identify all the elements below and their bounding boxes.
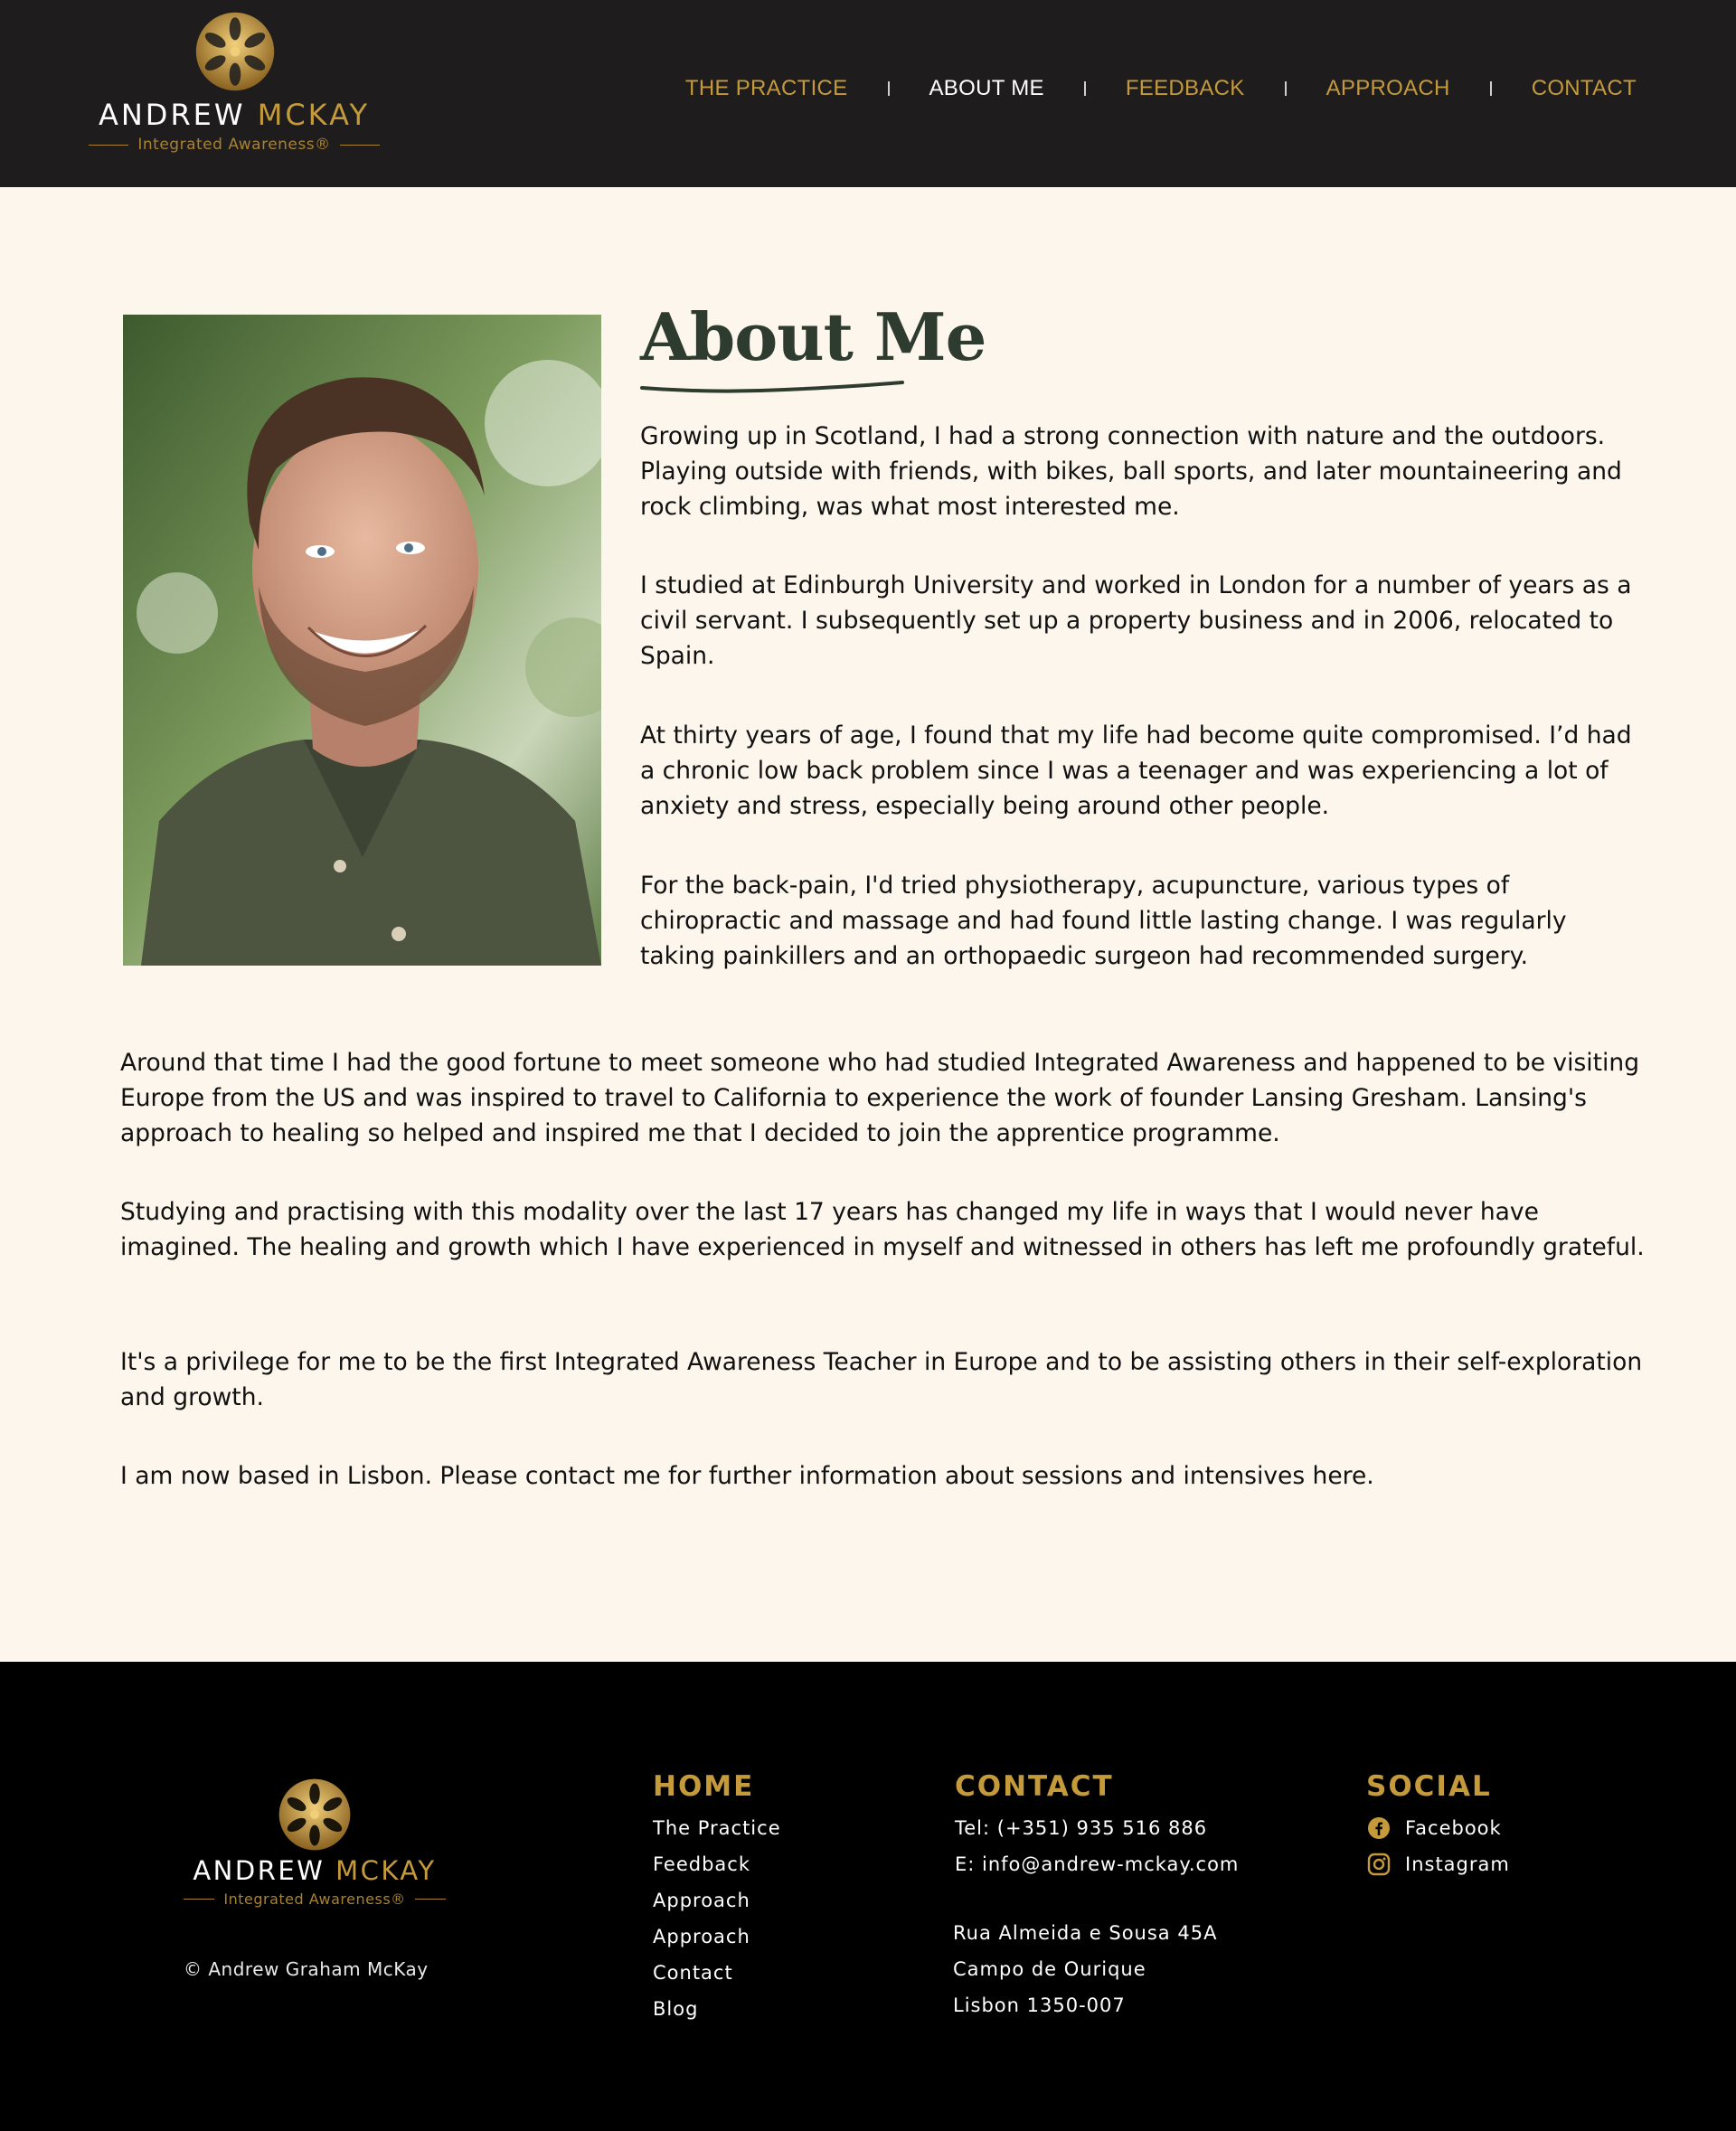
address-line-1: Rua Almeida e Sousa 45A (953, 1922, 1218, 1944)
portrait-illustration (123, 315, 601, 966)
page-title: About Me (640, 298, 986, 375)
tagline-rule-right (340, 145, 380, 146)
footer-link-blog (653, 1991, 781, 2027)
brand-first-name: ANDREW (98, 98, 246, 132)
portrait-photo (123, 315, 601, 966)
social-instagram[interactable] (1367, 1846, 1510, 1882)
bio-paragraph-8: I am now based in Lisbon. Please contact me for further information about sessions and intensives here. (120, 1462, 1374, 1490)
bio-paragraph-1: Growing up in Scotland, I had a strong connection with nature and the outdoors. Playing outside with friends, with bikes, ball sports, and later mountaineering and rock climbing, was what most interested me. (640, 422, 1622, 521)
tagline-rule-right (415, 1899, 446, 1900)
lotus-mandala-icon (194, 11, 276, 92)
site-header (0, 0, 1736, 187)
bio-paragraph-3: At thirty years of age, I found that my life had become quite compromised. I’d had a chronic low back problem since I was a teenager and was experiencing a lot of anxiety and stress, especially being around other people. (640, 721, 1632, 820)
footer-link-contact (653, 1955, 781, 1991)
instagram-icon (1367, 1853, 1391, 1876)
footer-link[interactable]: Feedback (653, 1853, 751, 1875)
site-footer (0, 1662, 1736, 2131)
contact-phone[interactable]: Tel: (+351) 935 516 886 (955, 1817, 1208, 1839)
brand-last-name: MCKAY (257, 98, 371, 132)
header-logo[interactable] (89, 11, 380, 154)
bio-paragraph-5: Around that time I had the good fortune to meet someone who had studied Integrated Awareness and happened to be visiting Europe from the US and was inspired to travel to California to experience the work of founder Lansing Gresham. Lansing's approach to healing so helped and inspired me that I decided to join the apprentice programme. (120, 1049, 1640, 1147)
lotus-mandala-icon (278, 1777, 352, 1852)
title-underline-swash (640, 378, 904, 394)
tagline-rule-left (184, 1899, 214, 1900)
footer-social-links (1367, 1810, 1510, 1882)
bio-paragraph-6: Studying and practising with this modality over the last 17 years has changed my life in ways that I would never have imagined. The healing and growth which I have experienced in myself and witnessed in others has left me profoundly grateful. (120, 1198, 1645, 1261)
footer-contact-details (955, 1810, 1239, 1882)
nav-the-practice[interactable]: THE PRACTICE (684, 76, 848, 100)
footer-link-feedback (653, 1846, 781, 1882)
main-nav (685, 72, 1637, 105)
bio-paragraph-7: It's a privilege for me to be the first Integrated Awareness Teacher in Europe and to be assisting others in their self-exploration and growth. (120, 1348, 1643, 1411)
brand-name (89, 98, 380, 132)
brand-tagline-row (89, 136, 380, 154)
bio-paragraph-4: For the back-pain, I'd tried physiotherapy, acupuncture, various types of chiropractic and massage and had found little lasting change. I was regularly taking painkillers and an orthopaedic surgeon had recommended surgery. (640, 872, 1567, 970)
footer-address (953, 1915, 1217, 2023)
nav-approach[interactable]: APPROACH (1326, 76, 1450, 100)
brand-tagline: Integrated Awareness® (137, 136, 331, 154)
nav-about-me[interactable]: ABOUT ME (929, 76, 1044, 100)
footer-contact-heading: CONTACT (955, 1770, 1114, 1803)
copyright: © Andrew Graham McKay (184, 1958, 429, 1980)
nav-separator (1490, 81, 1492, 96)
brand-name (184, 1855, 446, 1886)
address-line-2: Campo de Ourique (953, 1958, 1146, 1980)
address-line-3: Lisbon 1350-007 (953, 1994, 1126, 2016)
nav-separator (888, 81, 890, 96)
nav-feedback[interactable]: FEEDBACK (1125, 76, 1245, 100)
footer-link-approach (653, 1882, 781, 1919)
brand-last-name: MCKAY (335, 1855, 437, 1886)
contact-email[interactable]: E: info@andrew-mckay.com (955, 1853, 1240, 1875)
footer-link[interactable]: Contact (653, 1962, 733, 1984)
brand-first-name: ANDREW (193, 1855, 326, 1886)
footer-link[interactable]: Blog (653, 1998, 699, 2020)
social-link-label[interactable]: Facebook (1405, 1817, 1502, 1839)
nav-contact[interactable]: CONTACT (1531, 76, 1637, 100)
brand-tagline: Integrated Awareness® (223, 1890, 406, 1908)
brand-tagline-row (184, 1890, 446, 1908)
social-facebook[interactable] (1367, 1810, 1510, 1846)
footer-link[interactable]: Approach (653, 1926, 750, 1947)
bio-paragraph-2: I studied at Edinburgh University and worked in London for a number of years as a civil servant. I subsequently set up a property business and in 2006, relocated to Spain. (640, 571, 1632, 670)
footer-link[interactable]: The Practice (653, 1817, 781, 1839)
nav-separator (1285, 81, 1287, 96)
social-link-label[interactable]: Instagram (1405, 1853, 1510, 1875)
footer-home-heading: HOME (653, 1770, 755, 1803)
tagline-rule-left (89, 145, 128, 146)
footer-logo[interactable] (184, 1777, 446, 1908)
footer-link-approach-2 (653, 1919, 781, 1955)
footer-social-heading: SOCIAL (1366, 1770, 1492, 1803)
nav-separator (1084, 81, 1086, 96)
footer-link-the-practice (653, 1810, 781, 1846)
facebook-icon (1367, 1816, 1391, 1840)
footer-link[interactable]: Approach (653, 1890, 750, 1911)
footer-home-links (653, 1810, 781, 2027)
